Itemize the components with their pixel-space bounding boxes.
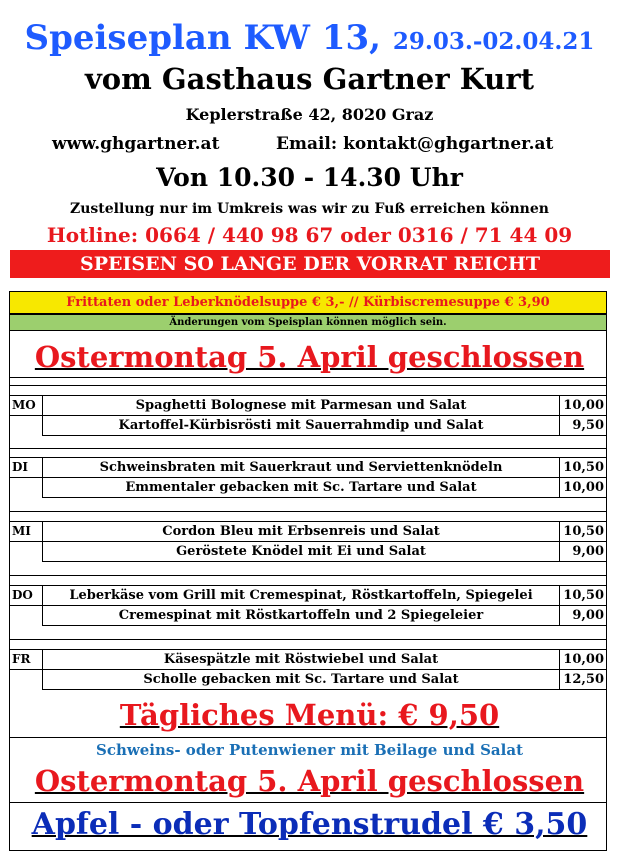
dish-price: 10,00 <box>559 395 607 416</box>
daily-menu-description: Schweins- oder Putenwiener mit Beilage und Salat <box>95 741 523 759</box>
divider <box>9 511 607 512</box>
divider <box>9 575 607 576</box>
restaurant-name: vom Gasthaus Gartner Kurt <box>84 62 535 96</box>
daily-menu-text: Tägliches Menü: € 9,50 <box>119 698 500 732</box>
page-title <box>0 18 619 62</box>
dish-price: 9,00 <box>559 605 607 626</box>
opening-hours: Von 10.30 - 14.30 Uhr <box>156 163 463 192</box>
dish-price: 10,50 <box>559 585 607 606</box>
dish-name: Cremespinat mit Röstkartoffeln und 2 Spiegeleier <box>42 605 560 626</box>
day-label: DO <box>9 585 43 606</box>
divider <box>9 385 607 386</box>
stock-banner: SPEISEN SO LANGE DER VORRAT REICHT <box>10 250 610 278</box>
soup-bar: Frittaten oder Leberknödelsuppe € 3,- // Kürbiscremesuppe € 3,90 <box>9 291 607 314</box>
title-text: Speiseplan KW 13, <box>24 18 381 58</box>
day-label: MI <box>9 521 43 542</box>
delivery-note: Zustellung nur im Umkreis was wir zu Fuß erreichen können <box>70 201 549 217</box>
dish-price: 9,00 <box>559 541 607 562</box>
dish-name: Leberkäse vom Grill mit Cremespinat, Röstkartoffeln, Spiegelei <box>42 585 560 606</box>
email-link[interactable]: Email: kontakt@ghgartner.at <box>276 134 554 154</box>
strudel-offer-text: Apfel - oder Topfenstrudel € 3,50 <box>31 807 588 842</box>
dish-name: Emmentaler gebacken mit Sc. Tartare und Salat <box>42 477 560 498</box>
dish-price: 10,00 <box>559 649 607 670</box>
website-link[interactable]: www.ghgartner.at <box>52 134 220 154</box>
divider <box>9 377 607 378</box>
closed-notice <box>0 339 619 375</box>
divider <box>9 448 607 449</box>
dish-name: Spaghetti Bolognese mit Parmesan und Salat <box>42 395 560 416</box>
divider <box>9 639 607 640</box>
daily-menu <box>0 697 619 733</box>
address: Keplerstraße 42, 8020 Graz <box>185 105 434 124</box>
dish-price: 10,50 <box>559 457 607 478</box>
dish-price: 10,00 <box>559 477 607 498</box>
day-label: MO <box>9 395 43 416</box>
dish-price: 10,50 <box>559 521 607 542</box>
closed-notice-bottom-text: Ostermontag 5. April geschlossen <box>34 764 585 798</box>
changes-note: Änderungen vom Speisplan können möglich sein. <box>9 314 607 331</box>
closed-notice-bottom <box>0 763 619 799</box>
dish-price: 12,50 <box>559 669 607 690</box>
strudel-offer <box>0 806 619 844</box>
dish-name: Käsespätzle mit Röstwiebel und Salat <box>42 649 560 670</box>
dish-name: Geröstete Knödel mit Ei und Salat <box>42 541 560 562</box>
day-label: FR <box>9 649 43 670</box>
dish-name: Cordon Bleu mit Erbsenreis und Salat <box>42 521 560 542</box>
closed-notice-text: Ostermontag 5. April geschlossen <box>34 340 585 374</box>
divider <box>9 737 607 738</box>
dish-name: Scholle gebacken mit Sc. Tartare und Salat <box>42 669 560 690</box>
divider <box>9 802 607 803</box>
date-range: 29.03.-02.04.21 <box>392 28 595 55</box>
hotline: Hotline: 0664 / 440 98 67 oder 0316 / 71 44 09 <box>46 223 573 247</box>
dish-name: Schweinsbraten mit Sauerkraut und Serviettenknödeln <box>42 457 560 478</box>
dish-price: 9,50 <box>559 415 607 436</box>
dish-name: Kartoffel-Kürbisrösti mit Sauerrahmdip und Salat <box>42 415 560 436</box>
day-label: DI <box>9 457 43 478</box>
